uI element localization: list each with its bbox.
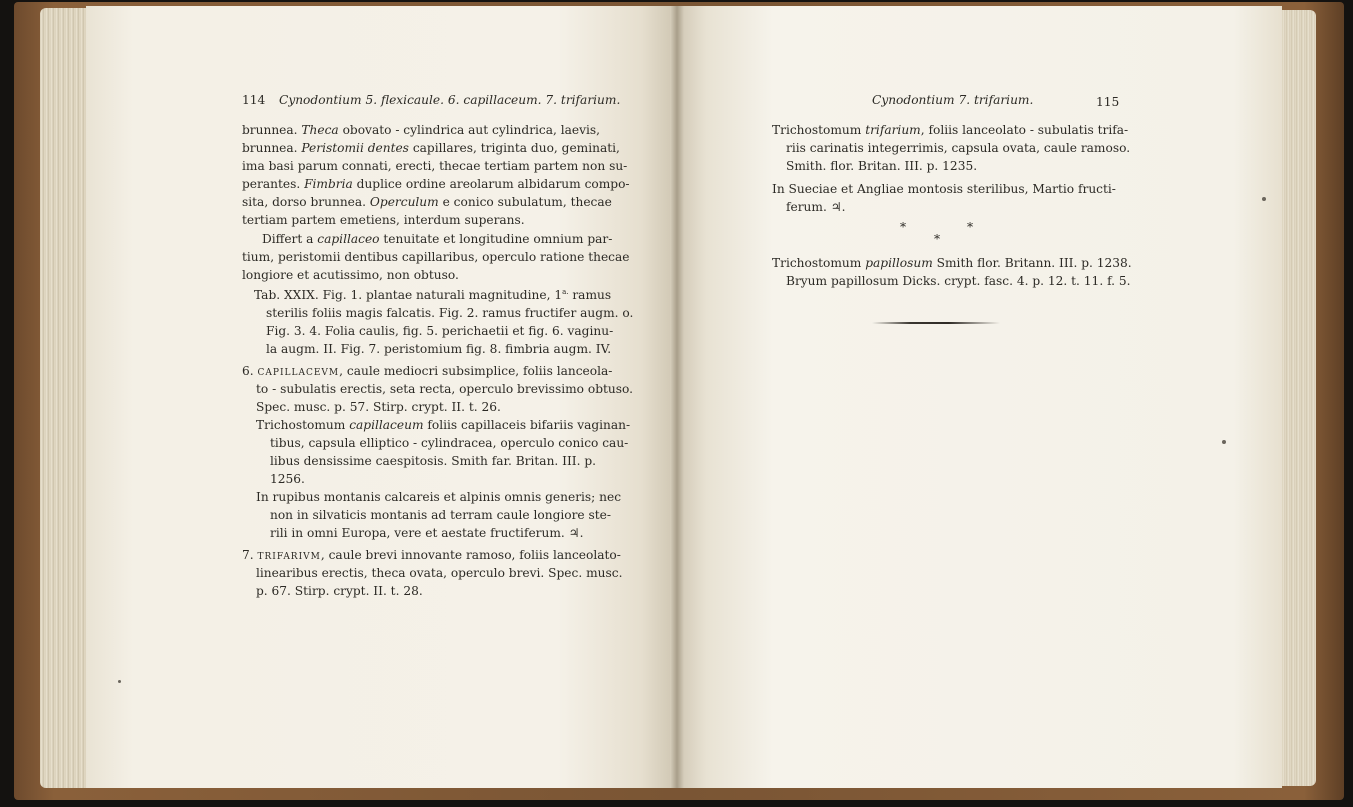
species-6-line: to - subulatis erectis, seta recta, operculo brevissimo obtuso. xyxy=(256,382,633,396)
desc-line: brunnea. Peristomii dentes capillares, triginta duo, geminati, xyxy=(242,141,620,155)
species-6-line: libus densissime caespitosis. Smith far. Britan. III. p. xyxy=(270,454,597,468)
desc-line: perantes. Fimbria duplice ordine areolarum albidarum compo- xyxy=(242,177,630,191)
differt-line: longiore et acutissimo, non obtuso. xyxy=(242,268,459,282)
asterism-star: * xyxy=(900,220,907,234)
right-page-number: 115 xyxy=(1096,95,1120,109)
bryum-papillosum-line: Bryum papillosum Dicks. crypt. fasc. 4. p. 12. t. 11. f. 5. xyxy=(786,274,1131,288)
desc-line: ima basi parum connati, erecti, thecae tertiam partem non su- xyxy=(242,159,628,173)
species-7-line: p. 67. Stirp. crypt. II. t. 28. xyxy=(256,584,423,598)
desc-line: sita, dorso brunnea. Operculum e conico subulatum, thecae xyxy=(242,195,612,209)
tab-line: sterilis foliis magis falcatis. Fig. 2. ramus fructifer augm. o. xyxy=(266,306,634,320)
page-speck xyxy=(1262,197,1266,201)
species-6-line: 6. CAPILLACEVM, caule mediocri subsimplice, foliis lanceola- xyxy=(242,364,613,378)
page-speck xyxy=(118,680,121,683)
habitat-line: ferum. ♃. xyxy=(786,200,846,214)
asterism-star: * xyxy=(967,220,974,234)
page-edges-left xyxy=(40,8,92,788)
species-6-line: 1256. xyxy=(270,472,305,486)
species-6-line: Trichostomum capillaceum foliis capillaceis bifariis vaginan- xyxy=(256,418,631,432)
trichostomum-trifarium-line: Smith. flor. Britan. III. p. 1235. xyxy=(786,159,978,173)
tab-line: Tab. XXIX. Fig. 1. plantae naturali magnitudine, $1^{a.}$ ramus xyxy=(254,288,612,303)
species-6-line: In rupibus montanis calcareis et alpinis omnis generis; nec xyxy=(256,490,622,504)
left-page-number: 114 xyxy=(242,93,266,107)
species-7-line: 7. TRIFARIVM, caule brevi innovante ramoso, foliis lanceolato- xyxy=(242,548,621,562)
species-6-line: non in silvaticis montanis ad terram caule longiore ste- xyxy=(270,508,612,522)
trichostomum-papillosum-line: Trichostomum papillosum Smith flor. Britann. III. p. 1238. xyxy=(772,256,1132,270)
desc-line: brunnea. Theca obovato - cylindrica aut cylindrica, laevis, xyxy=(242,123,601,137)
trichostomum-trifarium-line: riis carinatis integerrimis, capsula ovata, caule ramoso. xyxy=(786,141,1131,155)
species-6-line: Spec. musc. p. 57. Stirp. crypt. II. t. 26. xyxy=(256,400,501,414)
asterism-star: * xyxy=(934,232,941,246)
differt-line: tium, peristomii dentibus capillaribus, operculo ratione thecae xyxy=(242,250,630,264)
desc-line: tertiam partem emetiens, interdum superans. xyxy=(242,213,525,227)
habitat-line: In Sueciae et Angliae montosis sterilibus, Martio fructi- xyxy=(772,182,1116,196)
species-7-line: linearibus erectis, theca ovata, operculo brevi. Spec. musc. xyxy=(256,566,623,580)
end-rule xyxy=(872,322,1000,324)
trichostomum-trifarium-line: Trichostomum trifarium, foliis lanceolato - subulatis trifa- xyxy=(772,123,1129,137)
book-gutter xyxy=(670,6,684,788)
page-speck xyxy=(1222,440,1226,444)
left-running-title: Cynodontium 5. flexicaule. 6. capillaceum. 7. trifarium. xyxy=(279,93,621,107)
species-6-line: tibus, capsula elliptico - cylindracea, operculo conico cau- xyxy=(270,436,629,450)
tab-line: Fig. 3. 4. Folia caulis, fig. 5. perichaetii et fig. 6. vaginu- xyxy=(266,324,614,338)
right-running-title: Cynodontium 7. trifarium. xyxy=(872,93,1034,107)
species-6-line: rili in omni Europa, vere et aestate fructiferum. ♃. xyxy=(270,526,584,540)
tab-line: la augm. II. Fig. 7. peristomium fig. 8. fimbria augm. IV. xyxy=(266,342,612,356)
differt-line: Differt a capillaceo tenuitate et longitudine omnium par- xyxy=(262,232,613,246)
